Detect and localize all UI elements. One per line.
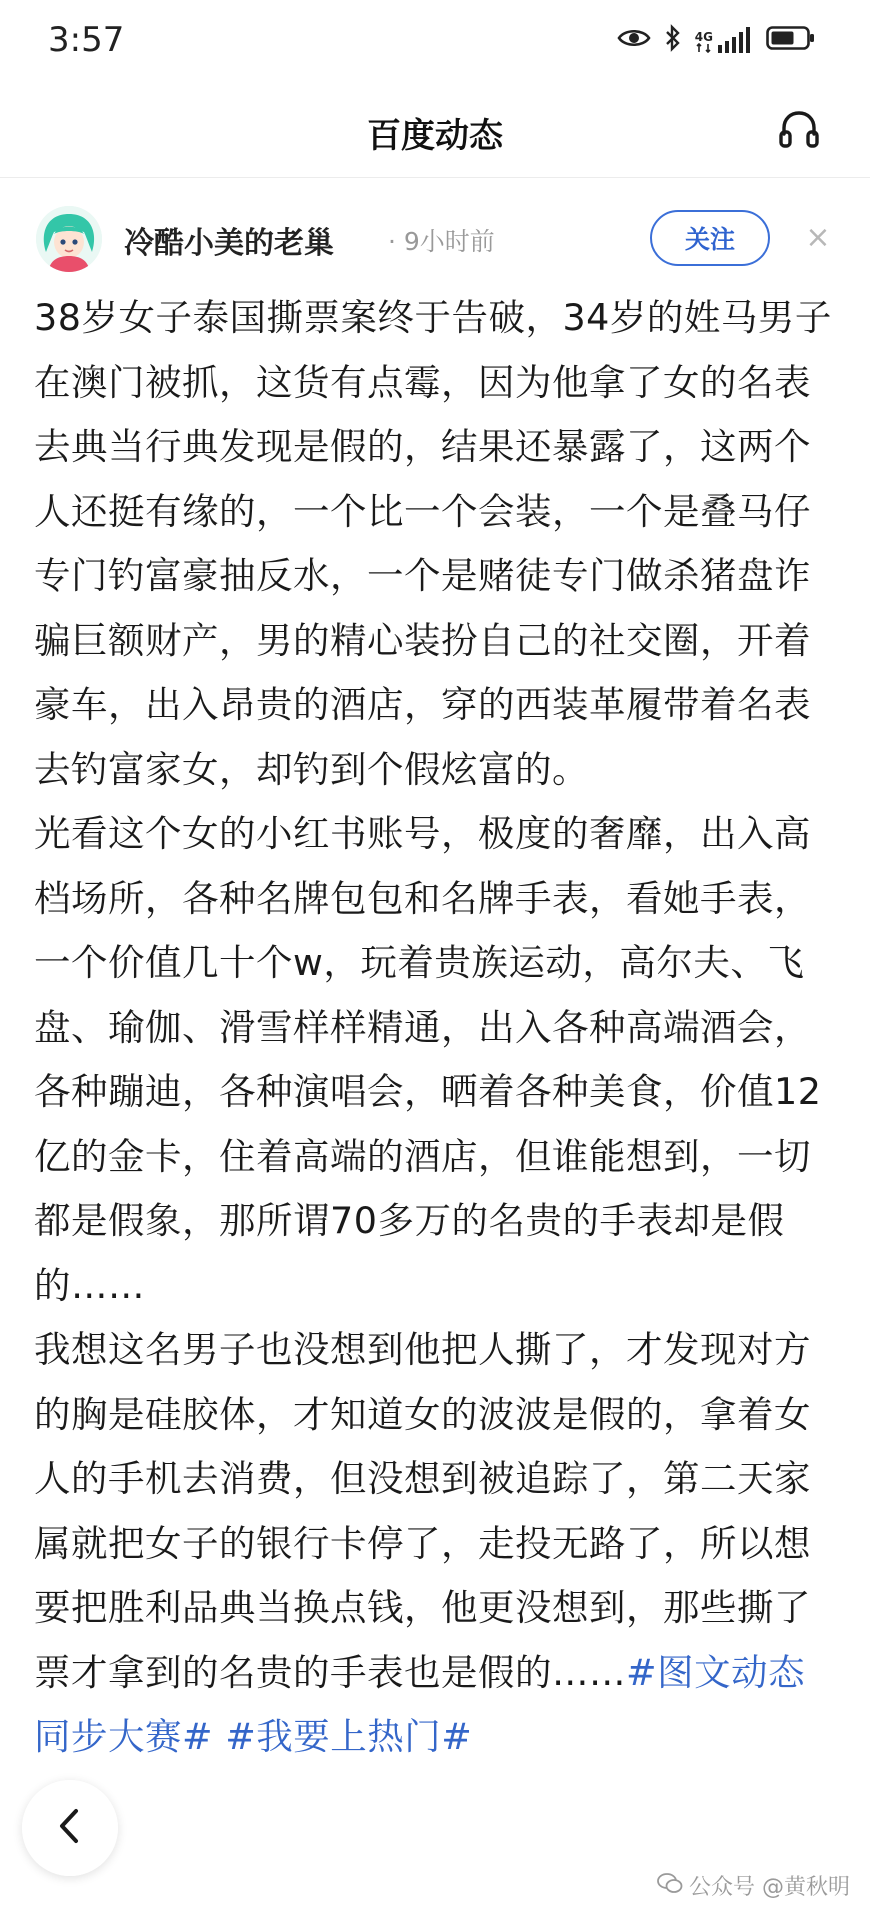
post-time: · 9小时前 <box>388 227 495 256</box>
follow-button[interactable]: 关注 <box>650 210 770 266</box>
watermark-text: 公众号 @黄秋明 <box>689 1875 850 1900</box>
status-bar <box>0 0 870 86</box>
back-button[interactable] <box>22 1780 118 1876</box>
watermark <box>657 1870 850 1901</box>
post-paragraph: 38岁女子泰国撕票案终于告破，34岁的姓马男子在澳门被抓，这货有点霉，因为他拿了女的名表去典当行典发现是假的，结果还暴露了，这两个人还挺有缘的，一个比一个会装，一个是叠马仔专门钓富豪抽反水，一个是赌徒专门做杀猪盘诈骗巨额财产，男的精心装扮自己的社交圈，开着豪车，出入昂贵的酒店，穿的西装革履带着名表去钓富家女，却钓到个假炫富的。 <box>34 296 832 791</box>
post-content <box>34 286 840 1770</box>
hashtag-link[interactable]: #图文动态同步大赛# <box>34 1650 806 1758</box>
post-paragraph-text: 我想这名男子也没想到他把人撕了，才发现对方的胸是硅胶体，才知道女的波波是假的，拿着女人的手机去消费，但没想到被追踪了，第二天家属就把女子的银行卡停了，走投无路了，所以想要把胜利品典当换点钱，他更没想到，那些撕了票才拿到的名贵的手表也是假的…… <box>34 1328 811 1694</box>
author-name[interactable]: 冷酷小美的老巢 <box>124 226 334 261</box>
status-time: 3:57 <box>48 20 125 60</box>
author-row <box>0 196 870 284</box>
page-title: 百度动态 <box>367 116 503 156</box>
chevron-left-icon <box>50 1806 90 1850</box>
status-icons <box>617 24 816 56</box>
eye-icon <box>617 26 651 54</box>
close-icon[interactable]: × <box>805 220 831 255</box>
battery-icon <box>766 25 816 55</box>
wechat-icon <box>657 1872 683 1900</box>
headphones-icon[interactable] <box>776 106 822 152</box>
bluetooth-icon <box>665 24 681 56</box>
hashtag-link[interactable]: #我要上热门# <box>225 1715 473 1758</box>
avatar[interactable] <box>36 206 102 272</box>
app-header <box>0 86 870 178</box>
signal-icon <box>695 27 752 53</box>
network-type: 4G <box>694 30 713 44</box>
post-paragraph-with-tags <box>34 1318 840 1770</box>
post-paragraph: 光看这个女的小红书账号，极度的奢靡，出入高档场所，各种名牌包包和名牌手表，看她手表，一个价值几十个w，玩着贵族运动，高尔夫、飞盘、瑜伽、滑雪样样精通，出入各种高端酒会，各种蹦迪，各种演唱会，晒着各种美食，价值12亿的金卡，住着高端的酒店，但谁能想到，一切都是假象，那所谓70多万的名贵的手表却是假的…… <box>34 812 822 1307</box>
